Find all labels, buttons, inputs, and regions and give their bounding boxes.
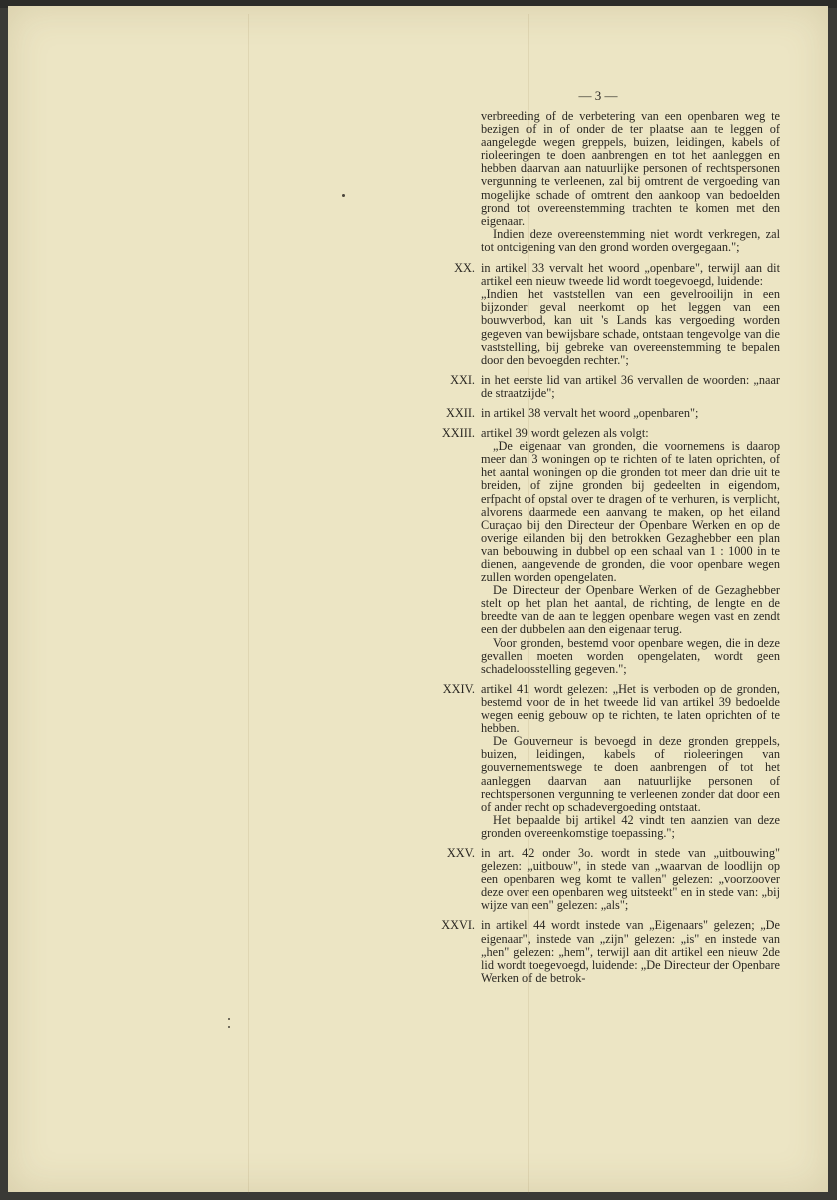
intro-block: [430, 110, 780, 254]
article-item-xxii: [430, 407, 780, 420]
item-paragraph: artikel 39 wordt gelezen als volgt:: [481, 426, 649, 441]
item-paragraph: in artikel 38 vervalt het woord „openbaren";: [481, 405, 699, 420]
item-paragraph: Voor gronden, bestemd voor openbare wegen, die in deze gevallen moeten worden opengelaten, wordt geen schadeloosstelling gegeven.";: [481, 635, 780, 676]
item-paragraph: artikel 41 wordt gelezen: „Het is verboden op de gronden, bestemd voor de in het tweede lid van artikel 39 bedoelde wegen eenig gebouw op te richten, te laten oprichten of te hebben.: [481, 681, 780, 736]
intro-paragraph: verbreeding of de verbetering van een openbaren weg te bezigen of in of onder de ter plaatse aan te leggen of aangelegde wegen greppels, buizen, leidingen, kabels of rioleeringen te doen aanbrengen en tot het aanleggen en hebben daarvan aan natuurlijke personen of rechtspersonen vergunning te verleenen, zal bij omtrent de vergoeding van mogelijke schade of omtrent den aankoop van bedoelden grond tot overeenstemming trachten te komen met den eigenaar.: [481, 109, 780, 228]
item-number: XX.: [454, 261, 475, 276]
item-paragraph: in het eerste lid van artikel 36 vervallen de woorden: „naar de straatzijde";: [481, 372, 780, 400]
item-number: XXIII.: [441, 426, 475, 441]
page-number: — 3 —: [578, 88, 618, 103]
speck-mark: [342, 194, 345, 197]
item-paragraph: in artikel 44 wordt instede van „Eigenaars" gelezen; „De eigenaar", instede van „zijn" gelezen: „is" en instede van „hen" gelezen: „hem", terwijl aan dit artikel een nieuw 2de lid wordt toegevoegd, luidende: „De Directeur der Openbare Werken of de betrok-: [481, 918, 780, 985]
item-paragraph: Het bepaalde bij artikel 42 vindt ten aanzien van deze gronden overeenkomstige toepassing.";: [481, 812, 780, 840]
text-column: [430, 110, 780, 985]
paper-streak: [248, 14, 249, 1194]
item-number: XXII.: [445, 405, 475, 420]
article-item-xxi: [430, 374, 780, 400]
item-paragraph: „De eigenaar van gronden, die voornemens is daarop meer dan 3 woningen op te richten of te laten oprichten, of het aantal woningen op die gronden tot meer dan drie uit te breiden, of zijne gronden bij gedeelten in eigendom, erfpacht of opstal over te dragen of te verhuren, is verplicht, alvorens daarmede een aanvang te maken, op het eiland Curaçao bij den Directeur der Openbare Werken en op de overige eilanden bij den betrokken Gezaghebber een plan van bebouwing in dubbel op een schaal van 1 : 1000 in te dienen, aangevende de gronden, die voor openbare wegen zullen worden opengelaten.: [481, 439, 780, 585]
speck-mark: [228, 1026, 230, 1028]
item-number: XXI.: [450, 372, 475, 387]
item-number: XXVI.: [441, 918, 475, 933]
item-paragraph: De Gouverneur is bevoegd in deze gronden greppels, buizen, leidingen, kabels of rioleeringen van gouvernementswege te doen aanbrengen of tot het aanleggen daarvan aan natuurlijke personen of rechtspersonen vergunning te verleenen zonder dat door een of ander recht op schadevergoeding ontstaat.: [481, 734, 780, 814]
article-item-xxiv: [430, 683, 780, 840]
article-item-xxiii: [430, 427, 780, 676]
item-paragraph: in art. 42 onder 3o. wordt in stede van „uitbouwing" gelezen: „uitbouw", in stede van „waarvan de loodlijn op een openbaren weg komt te vallen" gelezen: „voorzoover deze over een openbaren weg uitsteekt" en in stede van: „bij wijze van een" gelezen: „als";: [481, 845, 780, 913]
intro-paragraph: Indien deze overeenstemming niet wordt verkregen, zal tot ontcigening van den grond worden overgegaan.";: [481, 226, 780, 254]
item-paragraph: in artikel 33 vervalt het woord „openbare", terwijl aan dit artikel een nieuw tweede lid wordt toegevoegd, luidende:: [481, 261, 780, 289]
article-item-xxv: [430, 847, 780, 912]
item-number: XXV.: [446, 845, 475, 860]
article-item-xxvi: [430, 919, 780, 984]
item-paragraph: De Directeur der Openbare Werken of de Gezaghebber stelt op het plan het aantal, de richting, de lengte en de breedte van de aan te leggen openbare wegen vast en zendt een der dubbelen aan den eigenaar terug.: [481, 583, 780, 637]
item-number: XXIV.: [442, 681, 475, 696]
speck-mark: [228, 1018, 230, 1020]
article-item-xx: [430, 262, 780, 367]
item-paragraph: „Indien het vaststellen van een gevelrooilijn in een bijzonder geval neerkomt op het leggen van een bouwverbod, kan uit 's Lands kas vergoeding worden gegeven van bewijsbare schade, ontstaan tengevolge van die vaststelling, bij gebreke van overeenstemming te bepalen door den bevoegden rechter.";: [481, 287, 780, 367]
